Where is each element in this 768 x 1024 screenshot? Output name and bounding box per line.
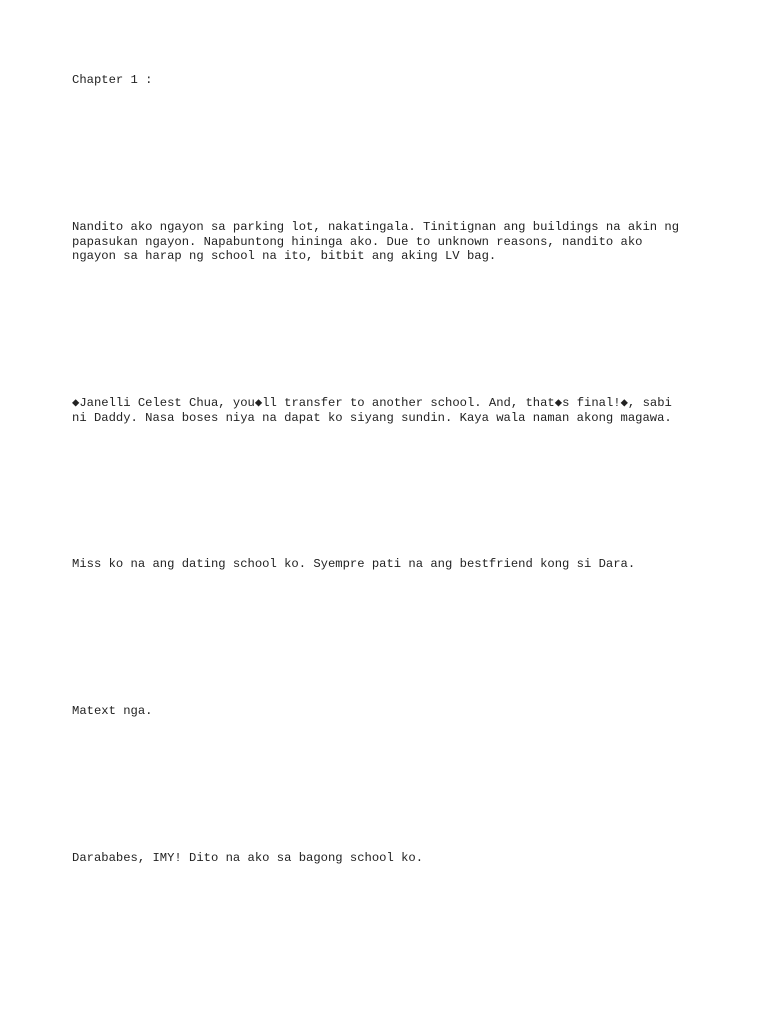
paragraph-line: Darababes, IMY! Dito na ako sa bagong school ko. [72,851,424,865]
paragraph-line: Nandito ako ngayon sa parking lot, nakatingala. Tinitignan ang buildings na akin ng [72,220,680,234]
paragraph-line: Miss ko na ang dating school ko. Syempre pati na ang bestfriend kong si Dara. [72,557,636,571]
paragraph-line: papasukan ngayon. Napabuntong hininga ako. Due to unknown reasons, nandito ako [72,234,643,249]
chapter-heading: Chapter 1 : [72,73,153,87]
paragraph-line: Matext nga. [72,704,153,718]
paragraph-line: ngayon sa harap ng school na ito, bitbit ang aking LV bag. [72,249,497,264]
paragraph-line: ni Daddy. Nasa boses niya na dapat ko siyang sundin. Kaya wala naman akong magawa. [72,410,672,425]
paragraph-line: ◆Janelli Celest Chua, you◆ll transfer to another school. And, that◆s final!◆, sabi [72,396,672,410]
